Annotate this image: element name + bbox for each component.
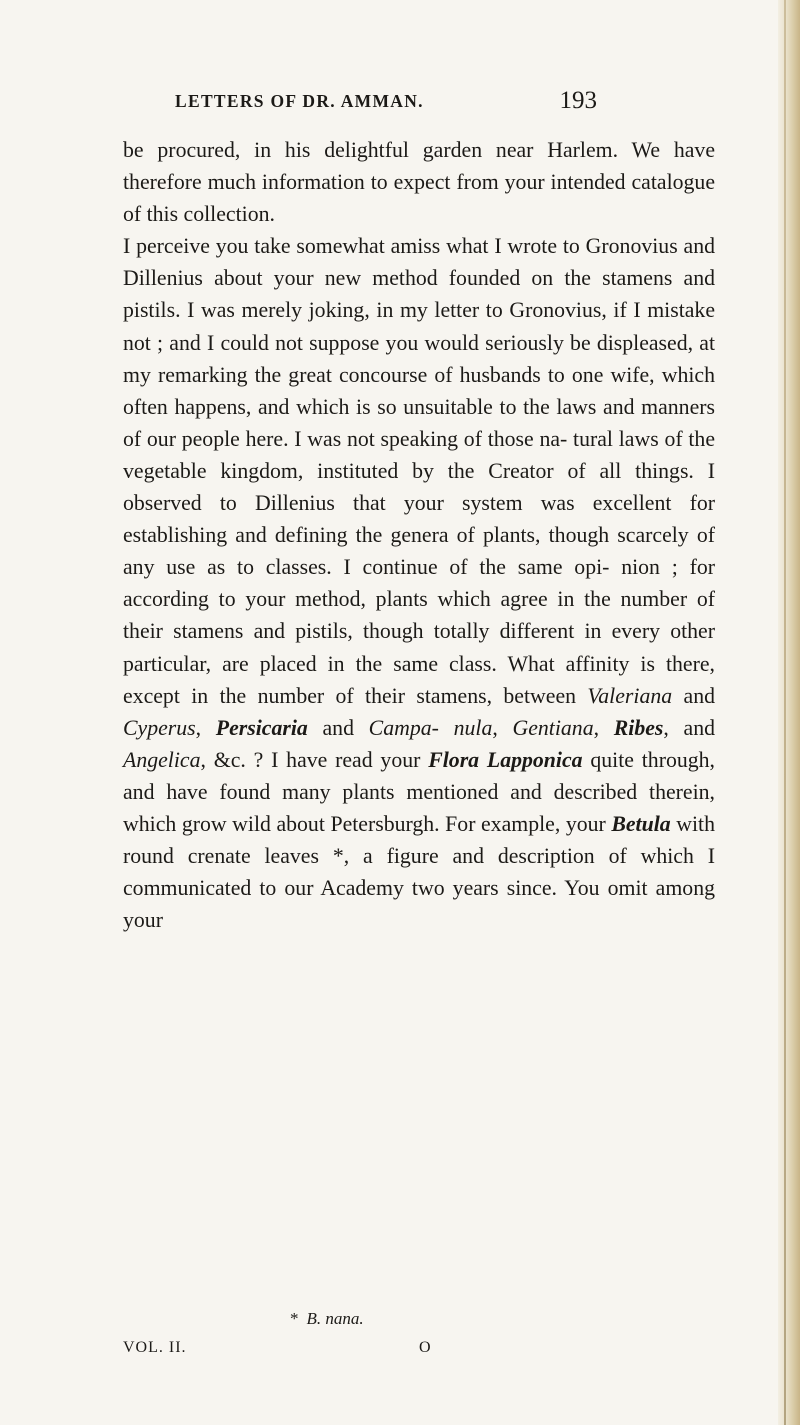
paragraph-2-text-a: I perceive you take somewhat amiss what I wrote to Gronovius and Dillenius about your new method founded on the stamens and pistils. I was merely joking, in my letter to Gronovius, if I mistake not ; and I could not suppose you would seriously be displeased, at my remarking the great concourse of husbands to one wife, which often happens, and which is so unsuitable to the laws and manners of our people here. I was not speaking of those na- tural laws of the vegetable kingdom, instituted by the Creator of all things. I observed to Dillenius that your system was excellent for establishing and defining the genera of plants, though scarcely of any use as to classes. I continue of the same opi- nion ; for according to your method, plants which agree in the number of their stamens and pistils, though totally different in every other particular, are placed in the same class. What affinity is there, except in the number of their stamens, between bbox=[123, 234, 715, 708]
genus-ribes: Ribes bbox=[613, 715, 664, 740]
page-header bbox=[175, 89, 620, 119]
genus-betula: Betula bbox=[611, 811, 671, 836]
genus-valeriana: Valeriana bbox=[587, 683, 673, 708]
paragraph-2 bbox=[123, 230, 715, 936]
footnote bbox=[290, 1309, 510, 1329]
volume-label: VOL. II. bbox=[123, 1339, 187, 1356]
paragraph-2-text-c: quite through, and have found many plants mentioned and described therein, which grow wild about Petersburgh. For example, your bbox=[123, 747, 715, 836]
page-edge bbox=[778, 0, 800, 1425]
paragraph-2-text-b: , &c. ? I have read your bbox=[200, 747, 429, 772]
text-and-1: and bbox=[672, 683, 715, 708]
book-title: Flora Lapponica bbox=[428, 747, 583, 772]
paragraph-2-text-d: with round crenate leaves *, a figure and description of which I communicated to our Academy two years since. You omit among your bbox=[123, 811, 716, 933]
text-comma-3: , bbox=[593, 715, 614, 740]
genus-angelica: Angelica bbox=[123, 747, 201, 772]
signature-mark: O bbox=[419, 1339, 431, 1356]
genus-persicaria: Persicaria bbox=[215, 715, 308, 740]
body-text bbox=[123, 134, 715, 936]
page-edge-shadow bbox=[784, 0, 786, 1425]
page-number: 193 bbox=[559, 87, 597, 114]
text-comma-1: , bbox=[195, 715, 216, 740]
footnote-text: B. nana. bbox=[306, 1309, 364, 1328]
text-comma-2: , bbox=[492, 715, 513, 740]
genus-gentiana: Gentiana bbox=[512, 715, 594, 740]
genus-campanula: Campa- nula bbox=[368, 715, 493, 740]
footnote-mark: * bbox=[290, 1309, 299, 1328]
text-and-2: and bbox=[307, 715, 369, 740]
paragraph-1: be procured, in his delightful garden near Harlem. We have therefore much information to expect from your intended catalogue of this collection. bbox=[123, 138, 715, 227]
running-head: LETTERS OF DR. AMMAN. bbox=[175, 91, 424, 111]
text-and-3: , and bbox=[663, 715, 716, 740]
genus-cyperus: Cyperus bbox=[123, 715, 196, 740]
